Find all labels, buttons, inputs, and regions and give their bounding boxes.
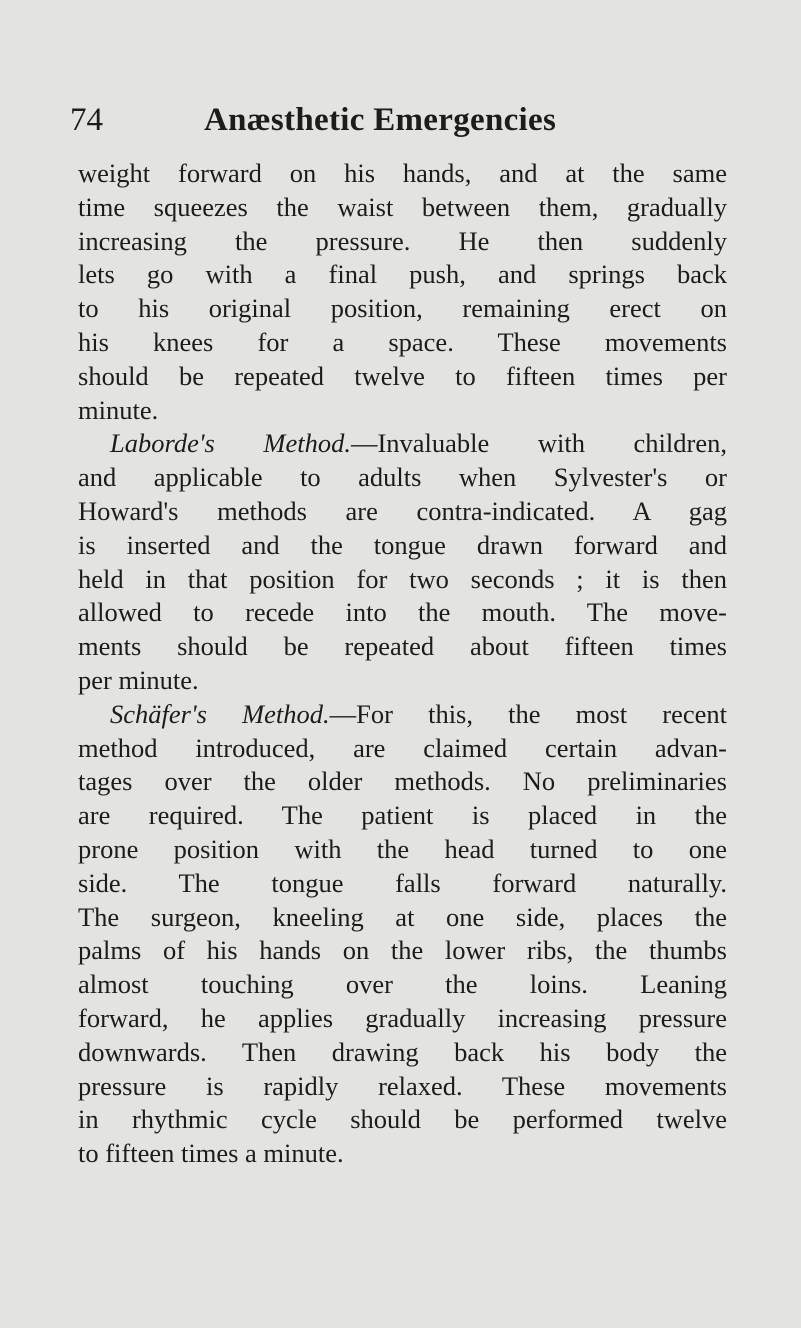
text-line (0, 1002, 801, 1036)
line-text: his knees for a space. These movements (78, 326, 727, 357)
text-line (0, 664, 801, 698)
text-line (0, 765, 801, 799)
line-text: time squeezes the waist between them, gradually (78, 191, 727, 222)
line-text: are required. The patient is placed in the (78, 800, 727, 831)
line-text: palms of his hands on the lower ribs, the thumbs (78, 935, 727, 966)
running-head-title: Anæsthetic Emergencies (204, 102, 557, 138)
method-heading-laborde: Laborde's Method. (110, 428, 351, 459)
text-line (0, 394, 801, 428)
paragraph-start-line (0, 698, 801, 732)
line-text: ments should be repeated about fifteen times (78, 631, 727, 662)
line-text: —For this, the most recent (329, 698, 727, 729)
text-line (0, 360, 801, 394)
line-text: to fifteen times a minute. (78, 1138, 344, 1169)
line-text: held in that position for two seconds ; it is then (78, 563, 727, 594)
running-head (70, 95, 730, 145)
line-text: Howard's methods are contra-indicated. A gag (78, 495, 727, 526)
text-line (0, 563, 801, 597)
text-line (0, 258, 801, 292)
text-line (0, 833, 801, 867)
line-text: pressure is rapidly relaxed. These movements (78, 1070, 727, 1101)
text-line (0, 157, 801, 191)
text-line (0, 596, 801, 630)
page-number: 74 (70, 102, 103, 138)
line-text: The surgeon, kneeling at one side, places the (78, 901, 727, 932)
line-text: weight forward on his hands, and at the same (78, 158, 727, 188)
line-text: prone position with the head turned to one (78, 833, 727, 864)
text-line (0, 732, 801, 766)
line-text: to his original position, remaining erect on (78, 293, 727, 324)
text-line (0, 1036, 801, 1070)
text-line (0, 799, 801, 833)
line-text: almost touching over the loins. Leaning (78, 969, 727, 1000)
line-text: should be repeated twelve to fifteen times per (78, 360, 727, 391)
line-text: forward, he applies gradually increasing pressure (78, 1002, 727, 1033)
body-text (0, 157, 801, 1171)
text-line (0, 495, 801, 529)
text-line (0, 630, 801, 664)
line-text: in rhythmic cycle should be performed twelve (78, 1104, 727, 1135)
text-line (0, 191, 801, 225)
text-line (0, 934, 801, 968)
text-line (0, 292, 801, 326)
line-text: minute. (78, 394, 159, 425)
paragraph-start-line (0, 427, 801, 461)
text-line (0, 1137, 801, 1171)
text-line (0, 1103, 801, 1137)
text-line (0, 225, 801, 259)
line-text: is inserted and the tongue drawn forward and (78, 529, 727, 560)
line-text: increasing the pressure. He then suddenly (78, 225, 727, 256)
line-text: and applicable to adults when Sylvester's or (78, 462, 727, 493)
line-text: downwards. Then drawing back his body the (78, 1036, 727, 1067)
text-line (0, 867, 801, 901)
line-text: allowed to recede into the mouth. The move- (78, 597, 727, 628)
line-text: —Invaluable with children, (350, 428, 727, 459)
line-text: tages over the older methods. No preliminaries (78, 766, 727, 797)
text-line (0, 461, 801, 495)
line-text: method introduced, are claimed certain advan- (78, 732, 727, 763)
line-text: lets go with a final push, and springs back (78, 259, 727, 290)
text-line (0, 1070, 801, 1104)
text-line (0, 529, 801, 563)
text-line (0, 968, 801, 1002)
text-line (0, 901, 801, 935)
line-text: per minute. (78, 664, 199, 695)
text-line (0, 326, 801, 360)
line-text: side. The tongue falls forward naturally. (78, 867, 727, 898)
method-heading-schafer: Schäfer's Method. (110, 698, 330, 729)
